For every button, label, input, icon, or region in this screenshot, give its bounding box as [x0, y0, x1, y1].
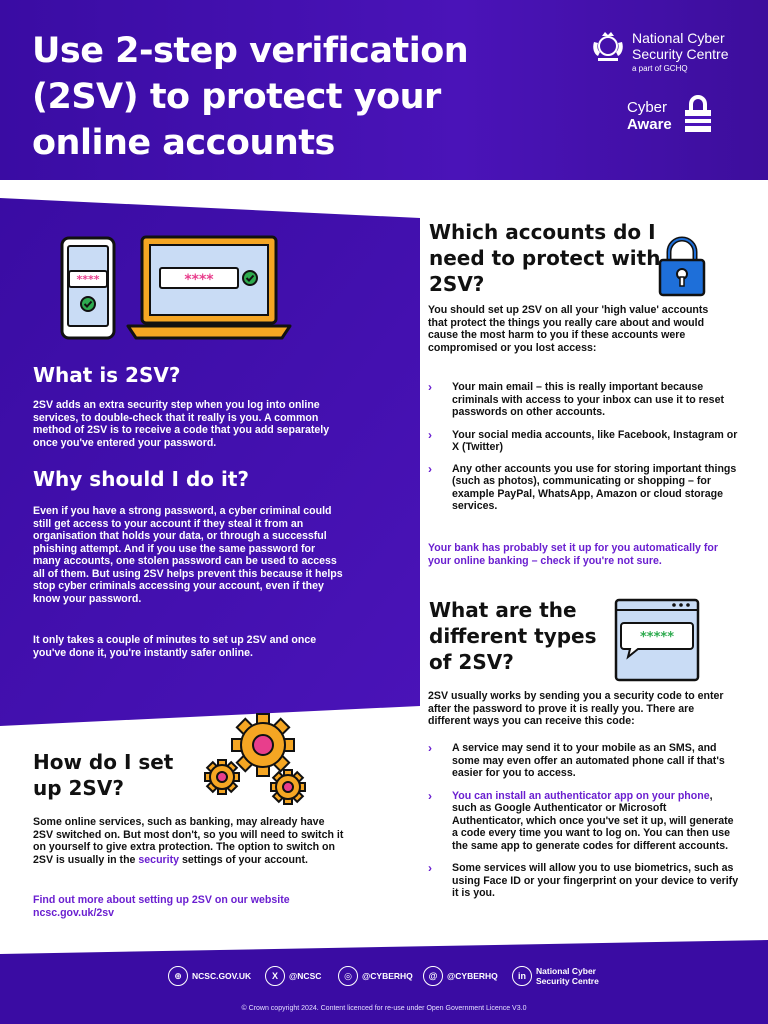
why-heading: Why should I do it?	[33, 467, 249, 491]
types-heading: What are the different types of 2SV?	[429, 598, 597, 674]
authenticator-app-link[interactable]: You can install an authenticator app on your phone	[452, 789, 710, 802]
org-sub: a part of GCHQ	[632, 64, 688, 73]
campaign-line1: Cyber	[627, 99, 668, 116]
how-heading: How do I set up 2SV?	[33, 750, 174, 800]
which-intro: You should set up 2SV on all your 'high value' accounts that protect the things you really care about and would cause the most harm to you if these accounts were compromised or you lost access:	[428, 304, 709, 354]
list-item: › Your social media accounts, like Facebook, Instagram or X (Twitter)	[428, 427, 738, 453]
list-item: › A service may send it to your mobile as an SMS, and some may even offer an automated phone call if that's easier for you to access.	[428, 741, 725, 779]
royal-crest-icon	[588, 28, 628, 64]
web-icon: ⊕	[168, 966, 188, 986]
which-heading: Which accounts do I need to protect with 2SV?	[429, 220, 661, 296]
security-link[interactable]: security	[138, 853, 180, 866]
chevron-right-icon: ›	[428, 380, 432, 394]
why-body: Even if you have a strong password, a cyber criminal could still get access to your account if they steal it from an organisation that holds your data, or through a successful phishing attempt. And if you use the same password for many accounts, one stolen password can be used to access all of them. But using 2SV helps prevent this because it helps stop cyber criminals accessing your account, even if they know your password.	[33, 505, 343, 605]
social-x[interactable]: X @NCSC	[265, 964, 321, 988]
social-instagram[interactable]: ◎ @CYBERHQ	[338, 964, 413, 988]
page-title: Use 2-step verification (2SV) to protect your online accounts	[32, 31, 469, 163]
org-name: National Cyber Security Centre	[632, 30, 729, 62]
browser-pin-mask: *****	[640, 630, 674, 645]
gears-icon	[200, 710, 312, 806]
how-body: Some online services, such as banking, may already have 2SV switched on. But most don't, so you will need to switch it on yourself to give extra protection. The option to switch on 2SV is usually in the security settings of your account.	[33, 816, 344, 866]
phone-code-icon	[60, 236, 116, 340]
chevron-right-icon: ›	[428, 741, 432, 755]
browser-code-icon	[614, 598, 700, 682]
list-item: › You can install an authenticator app on your phone, such as Google Authenticator or Microsoft Authenticator, which once you've set it up, will generate a code every time you want to log on. You can then use the same app to generate codes for different accounts.	[428, 788, 734, 852]
chevron-right-icon: ›	[428, 861, 432, 875]
what-heading: What is 2SV?	[33, 363, 181, 387]
which-list	[428, 381, 738, 522]
why-body-2: It only takes a couple of minutes to set up 2SV and once you've done it, you're instantly safer online.	[33, 634, 317, 659]
types-intro: 2SV usually works by sending you a security code to enter after the password to prove it is really you. There are different ways you can receive this code:	[428, 690, 724, 727]
social-web[interactable]: ⊕ NCSC.GOV.UK	[168, 964, 251, 988]
phone-pin-mask: ****	[76, 273, 100, 286]
chevron-right-icon: ›	[428, 461, 432, 476]
chevron-right-icon: ›	[428, 427, 432, 442]
find-out-more-link[interactable]: Find out more about setting up 2SV on our website ncsc.gov.uk/2sv	[33, 894, 290, 919]
laptop-pin-mask: ****	[184, 272, 214, 288]
laptop-code-icon	[126, 234, 292, 342]
chevron-right-icon: ›	[428, 788, 432, 803]
bank-note: Your bank has probably set it up for you automatically for your online banking – check if you're not sure.	[428, 542, 718, 567]
ncsc-logo	[588, 28, 758, 78]
cyber-aware-logo	[627, 94, 717, 138]
social-threads[interactable]: @ @CYBERHQ	[423, 964, 498, 988]
linkedin-icon: in	[512, 966, 532, 986]
what-body: 2SV adds an extra security step when you log into online services, to double-check that it really is you. A common method of 2SV is to receive a code that you add separately once you've entered your password.	[33, 399, 330, 449]
types-list	[428, 742, 740, 909]
copyright-notice: © Crown copyright 2024. Content licenced for re-use under Open Government Licence V3.0	[241, 1005, 527, 1012]
instagram-icon: ◎	[338, 966, 358, 986]
padlock-icon	[657, 234, 707, 298]
list-item: › Any other accounts you use for storing important things (such as photos), communicating or shopping – for example PayPal, WhatsApp, Amazon or cloud storage services.	[428, 461, 737, 512]
threads-icon: @	[423, 966, 443, 986]
list-item: › Some services will allow you to use biometrics, such as using Face ID or your fingerprint on your device to verify it is you.	[428, 861, 739, 899]
x-icon: X	[265, 966, 285, 986]
campaign-line2: Aware	[627, 116, 672, 133]
social-linkedin[interactable]: in National Cyber Security Centre	[512, 964, 614, 988]
cyber-aware-lock-icon	[683, 94, 713, 134]
list-item: › Your main email – this is really important because criminals with access to your inbox can use it to reset passwords on other accounts.	[428, 380, 724, 418]
